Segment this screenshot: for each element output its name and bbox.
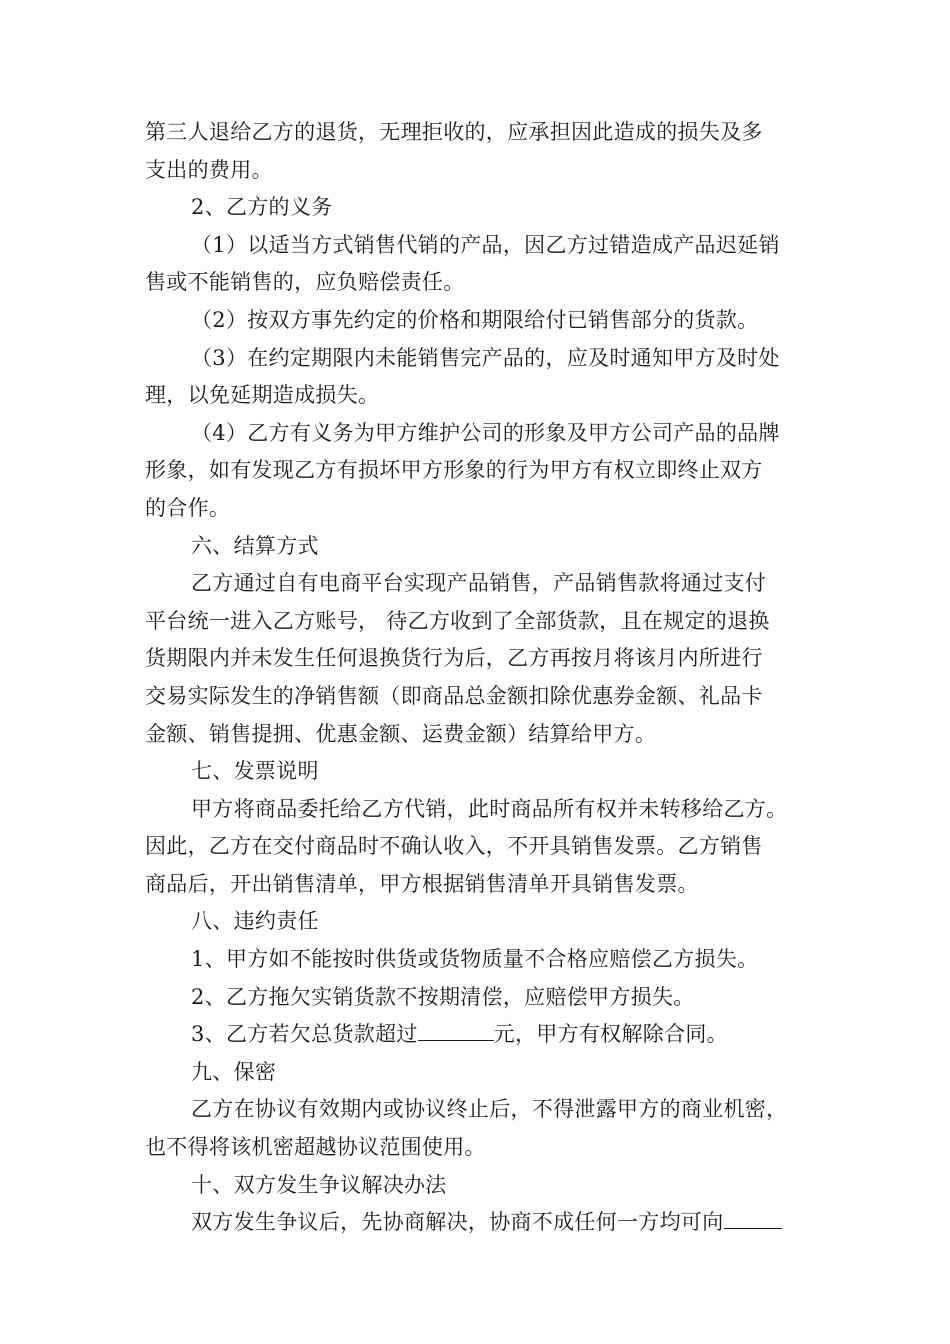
text-line: 八、违约责任 bbox=[191, 909, 319, 934]
text-line: 交易实际发生的净销售额（即商品总金额扣除优惠券金额、礼品卡 bbox=[145, 683, 763, 708]
text-line: 的合作。 bbox=[145, 495, 231, 520]
section-10-title: 十、双方发生争议解决办法 bbox=[191, 1172, 447, 1197]
text-line: 因此，乙方在交付商品时不确认收入，不开具销售发票。乙方销售 bbox=[145, 834, 763, 859]
text-line: 2、乙方拖欠实销货款不按期清偿，应赔偿甲方损失。 bbox=[191, 984, 695, 1009]
text-line: 商品后，开出销售清单，甲方根据销售清单开具销售发票。 bbox=[145, 871, 699, 896]
section-9-title: 九、保密 bbox=[191, 1059, 277, 1084]
amount-blank bbox=[418, 1016, 494, 1041]
text-line: 货期限内并未发生任何退换货行为后，乙方再按月将该月内所进行 bbox=[145, 646, 763, 671]
text-line: 金额、销售提拥、优惠金额、运费金额）结算给甲方。 bbox=[145, 721, 657, 746]
section-9-paragraph-line: 乙方在协议有效期内或协议终止后，不得泄露甲方的商业机密， bbox=[191, 1097, 788, 1122]
text-line: 平台统一进入乙方账号， 待乙方收到了全部货款，且在规定的退换 bbox=[145, 608, 770, 633]
document-body bbox=[145, 114, 810, 1016]
text-line: （1）以适当方式销售代销的产品，因乙方过错造成产品迟延销 bbox=[191, 232, 780, 257]
text-line: 甲方将商品委托给乙方代销，此时商品所有权并未转移给乙方。 bbox=[191, 796, 788, 821]
text-line: 售或不能销售的，应负赔偿责任。 bbox=[145, 270, 465, 295]
text-line: 理，以免延期造成损失。 bbox=[145, 383, 380, 408]
text-line: （2）按双方事先约定的价格和期限给付已销售部分的货款。 bbox=[191, 307, 759, 332]
text-line: 2、乙方的义务 bbox=[191, 195, 333, 220]
text-line: 形象，如有发现乙方有损坏甲方形象的行为甲方有权立即终止双方 bbox=[145, 458, 763, 483]
clause-3-text-before: 3、乙方若欠总货款超过 bbox=[191, 1022, 418, 1047]
text-line: 七、发票说明 bbox=[191, 759, 319, 784]
text-line: 乙方通过自有电商平台实现产品销售，产品销售款将通过支付 bbox=[191, 571, 767, 596]
section-9-paragraph-line: 也不得将该机密超越协议范围使用。 bbox=[145, 1135, 486, 1160]
text-line: （4）乙方有义务为甲方维护公司的形象及甲方公司产品的品牌 bbox=[191, 420, 780, 445]
document-page bbox=[145, 114, 810, 1242]
text-line: 第三人退给乙方的退货，无理拒收的，应承担因此造成的损失及多 bbox=[145, 120, 763, 144]
breach-clause-3 bbox=[145, 1016, 810, 1054]
text-line: 六、结算方式 bbox=[191, 533, 319, 558]
text-line: 1、甲方如不能按时供货或货物质量不合格应赔偿乙方损失。 bbox=[191, 947, 759, 972]
court-blank bbox=[724, 1204, 782, 1229]
section-10-paragraph-line bbox=[145, 1204, 810, 1242]
text-line: 支出的费用。 bbox=[145, 157, 273, 182]
text-line: （3）在约定期限内未能销售完产品的，应及时通知甲方及时处 bbox=[191, 345, 780, 370]
clause-3-text-after: 元，甲方有权解除合同。 bbox=[493, 1022, 728, 1047]
section-10-text: 双方发生争议后，先协商解决，协商不成任何一方均可向 bbox=[191, 1210, 724, 1235]
